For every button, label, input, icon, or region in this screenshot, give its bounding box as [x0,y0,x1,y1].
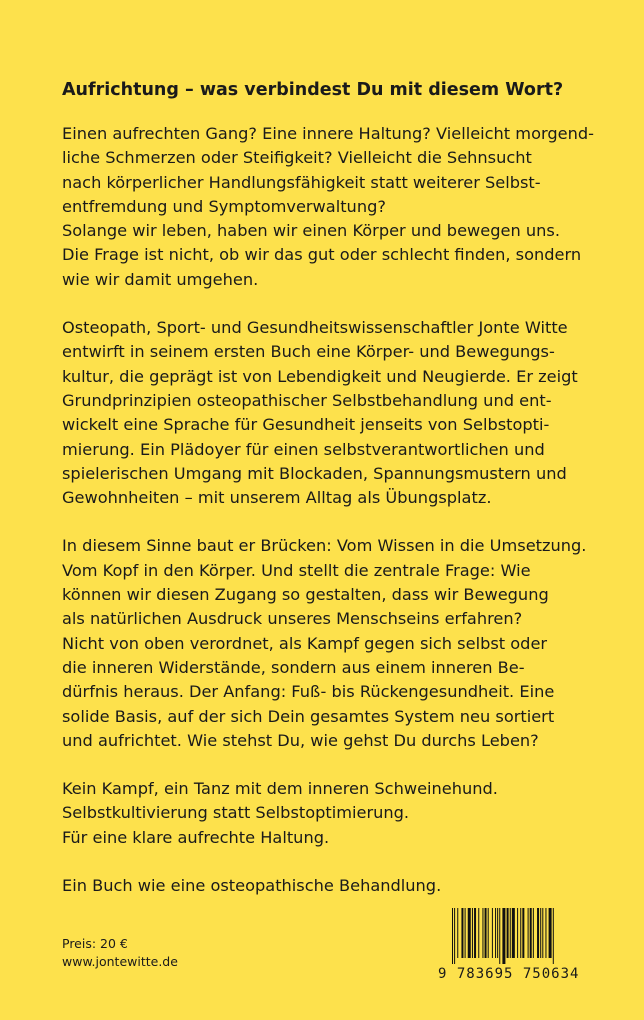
paragraph-line: und aufrichtet. Wie stehst Du, wie gehst Du durchs Leben? [62,730,539,750]
footer-info [62,935,178,971]
paragraph [62,534,602,753]
barcode-bars [438,908,608,964]
website-link[interactable]: www.jontewitte.de [62,954,178,969]
paragraph-line: können wir diesen Zugang so gestalten, dass wir Bewegung [62,585,549,605]
paragraph-line: als natürlichen Ausdruck unseres Menschseins erfahren? [62,609,523,629]
paragraph-line: Einen aufrechten Gang? Eine innere Haltung? Vielleicht morgend- [62,124,594,143]
paragraph-line: entfremdung und Symptomverwaltung? [62,196,386,216]
paragraph-line: die inneren Widerstände, sondern aus einem inneren Be- [62,657,525,677]
paragraph [62,874,602,898]
paragraph-line: nach körperlicher Handlungsfähigkeit statt weiterer Selbst- [62,172,541,192]
headline: Aufrichtung – was verbindest Du mit diesem Wort? [62,80,564,100]
paragraph-line: Osteopath, Sport- und Gesundheitswissenschaftler Jonte Witte [62,318,568,338]
paragraph-line: Grundprinzipien osteopathischer Selbstbehandlung und ent- [62,390,552,410]
paragraph-line: entwirft in seinem ersten Buch eine Körper- und Bewegungs- [62,342,555,362]
paragraph-line: solide Basis, auf der sich Dein gesamtes System neu sortiert [62,706,555,726]
paragraph-line: Ein Buch wie eine osteopathische Behandlung. [62,876,442,896]
paragraph [62,122,602,292]
paragraph-line: Vom Kopf in den Körper. Und stellt die zentrale Frage: Wie [62,560,531,580]
paragraph-line: Gewohnheiten – mit unserem Alltag als Übungsplatz. [62,488,492,508]
paragraph-line: mierung. Ein Plädoyer für einen selbstverantwortlichen und [62,439,545,459]
paragraph-line: Nicht von oben verordnet, als Kampf gegen sich selbst oder [62,633,548,653]
paragraph-line: wie wir damit umgehen. [62,269,259,289]
paragraph-line: Die Frage ist nicht, ob wir das gut oder schlecht finden, sondern [62,245,582,265]
isbn-digits: 9 783695 750634 [438,966,580,982]
paragraph-line: Kein Kampf, ein Tanz mit dem inneren Schweinehund. [62,779,498,799]
paragraph-line: dürfnis heraus. Der Anfang: Fuß- bis Rückengesundheit. Eine [62,682,555,702]
isbn-barcode [438,908,608,982]
paragraph-line: Für eine klare aufrechte Haltung. [62,827,330,847]
paragraph-line: Solange wir leben, haben wir einen Körper und bewegen uns. [62,221,560,241]
back-cover-text [62,78,602,922]
paragraph-line: liche Schmerzen oder Steifigkeit? Vielleicht die Sehnsucht [62,148,532,168]
paragraph-line: spielerischen Umgang mit Blockaden, Spannungsmustern und [62,463,567,483]
paragraph-line: wickelt eine Sprache für Gesundheit jenseits von Selbstopti- [62,415,550,435]
price-label: Preis: 20 € [62,936,128,951]
paragraph [62,777,602,850]
paragraph-line: kultur, die geprägt ist von Lebendigkeit und Neugierde. Er zeigt [62,366,578,386]
paragraph-line: Selbstkultivierung statt Selbstoptimierung. [62,803,410,823]
paragraph [62,316,602,510]
blurb-paragraphs [62,122,602,898]
paragraph-line: In diesem Sinne baut er Brücken: Vom Wissen in die Umsetzung. [62,536,587,556]
